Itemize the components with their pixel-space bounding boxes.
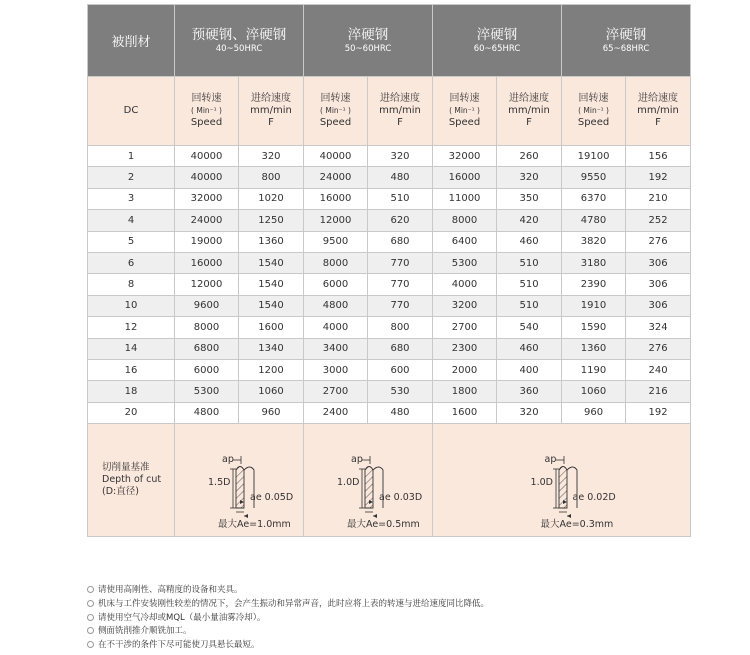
speed-value: 4800: [175, 402, 239, 423]
speed-header: [304, 77, 368, 146]
group-name: 预硬钢、淬硬钢: [191, 26, 287, 43]
ap-label: ap: [544, 454, 557, 466]
depth-label-cn: 切削量基准: [102, 462, 150, 474]
feed-unit: mm/min: [508, 105, 550, 116]
bullet-icon: [87, 627, 94, 634]
speed-value: 2700: [304, 381, 368, 402]
feed-value: 192: [626, 402, 691, 423]
feed-value: 306: [626, 274, 691, 295]
max-ae-value: 最大Ae=0.3mm: [540, 519, 614, 531]
speed-value: 4800: [304, 295, 368, 316]
speed-value: 9600: [175, 295, 239, 316]
header-row: [88, 5, 691, 77]
speed-value: 8000: [175, 317, 239, 338]
group-name: 淬硬钢: [476, 26, 518, 43]
feed-value: 1200: [239, 359, 304, 380]
feed-header: [626, 77, 691, 146]
speed-en: Speed: [319, 117, 352, 128]
note-item: [87, 639, 707, 652]
feed-en: F: [655, 117, 661, 128]
note-text: 请使用高刚性、高精度的设备和夹具。: [98, 585, 243, 595]
dc-value: 12: [88, 317, 175, 338]
speed-title: 回转速: [578, 93, 609, 104]
group-hrc: 65~68HRC: [602, 43, 650, 54]
speed-value: 3820: [562, 231, 626, 252]
note-text: 侧面铣削推介顺铣加工。: [98, 626, 192, 637]
speed-value: 1910: [562, 295, 626, 316]
material-group-3: [433, 5, 562, 77]
speed-unit: ( Min⁻¹ ): [578, 106, 609, 115]
dc-label: DC: [88, 77, 175, 146]
speed-value: 5300: [175, 381, 239, 402]
dc-value: 2: [88, 167, 175, 188]
feed-value: 1600: [239, 317, 304, 338]
feed-value: 360: [497, 381, 562, 402]
feed-value: 680: [368, 231, 433, 252]
speed-value: 3400: [304, 338, 368, 359]
group-hrc: 50~60HRC: [344, 43, 392, 54]
ae-value: ae 0.02D: [572, 492, 616, 504]
dc-value: 14: [88, 338, 175, 359]
feed-unit: mm/min: [250, 105, 292, 116]
speed-en: Speed: [448, 117, 481, 128]
depth-diagram-cell-3: [433, 424, 691, 537]
feed-title: 进给速度: [251, 93, 291, 104]
dc-value: 18: [88, 381, 175, 402]
note-text: 在不干涉的条件下尽可能使刀具悬长最短。: [98, 640, 260, 651]
material-group-1: [175, 5, 304, 77]
feed-value: 800: [368, 317, 433, 338]
ap-label: ap: [222, 454, 234, 466]
bullet-icon: [87, 641, 94, 648]
feed-value: 320: [368, 146, 433, 167]
feed-value: 306: [626, 295, 691, 316]
dc-value: 1: [88, 146, 175, 167]
speed-header: [433, 77, 497, 146]
speed-value: 12000: [175, 274, 239, 295]
speed-value: 40000: [175, 146, 239, 167]
depth-diagram-cell-1: [175, 424, 304, 537]
speed-value: 1360: [562, 338, 626, 359]
feed-value: 510: [497, 252, 562, 273]
feed-value: 460: [497, 338, 562, 359]
speed-value: 2400: [304, 402, 368, 423]
table-row: [88, 402, 691, 423]
speed-value: 16000: [304, 188, 368, 209]
feed-value: 770: [368, 252, 433, 273]
table-row: [88, 210, 691, 231]
depth-of-cut-label: [88, 424, 175, 537]
table-row: [88, 252, 691, 273]
speed-value: 3000: [304, 359, 368, 380]
speed-value: 6370: [562, 188, 626, 209]
feed-value: 400: [497, 359, 562, 380]
end-mill-icon: [313, 430, 423, 530]
note-text: 请使用空气冷却或MQL（最小量油雾冷却）。: [98, 612, 266, 623]
feed-en: F: [526, 117, 532, 128]
speed-value: 8000: [433, 210, 497, 231]
speed-title: 回转速: [320, 93, 351, 104]
group-hrc: 40~50HRC: [215, 43, 263, 54]
speed-en: Speed: [577, 117, 610, 128]
ae-value: ae 0.03D: [379, 492, 423, 504]
feed-value: 530: [368, 381, 433, 402]
speed-value: 5300: [433, 252, 497, 273]
speed-value: 32000: [433, 146, 497, 167]
speed-value: 4780: [562, 210, 626, 231]
table-row: [88, 146, 691, 167]
feed-value: 770: [368, 295, 433, 316]
feed-value: 240: [626, 359, 691, 380]
speed-value: 6000: [304, 274, 368, 295]
speed-value: 9550: [562, 167, 626, 188]
table-row: [88, 167, 691, 188]
table-row: [88, 338, 691, 359]
note-item: [87, 612, 707, 625]
feed-value: 540: [497, 317, 562, 338]
feed-value: 276: [626, 338, 691, 359]
feed-value: 1250: [239, 210, 304, 231]
dc-value: 16: [88, 359, 175, 380]
end-mill-icon: [507, 430, 617, 530]
table-row: [88, 295, 691, 316]
feed-en: F: [397, 117, 403, 128]
feed-title: 进给速度: [380, 93, 420, 104]
depth-diagram-cell-2: [304, 424, 433, 537]
speed-value: 6400: [433, 231, 497, 252]
depth-label-en: Depth of cut: [102, 474, 162, 486]
speed-unit: ( Min⁻¹ ): [191, 106, 222, 115]
speed-value: 2700: [433, 317, 497, 338]
feed-value: 460: [497, 231, 562, 252]
data-rows: [88, 146, 691, 424]
feed-value: 1540: [239, 295, 304, 316]
table-row: [88, 231, 691, 252]
note-text: 机床与工件安装刚性较差的情况下，会产生振动和异常声音，此时应将上表的转速与进给速度同比降低。: [98, 598, 490, 609]
note-item: [87, 584, 707, 597]
dc-value: 4: [88, 210, 175, 231]
feed-header: [497, 77, 562, 146]
speed-value: 19100: [562, 146, 626, 167]
speed-value: 40000: [304, 146, 368, 167]
speed-header: [562, 77, 626, 146]
bullet-icon: [87, 614, 94, 621]
note-item: [87, 598, 707, 611]
feed-value: 324: [626, 317, 691, 338]
feed-value: 306: [626, 252, 691, 273]
feed-value: 600: [368, 359, 433, 380]
speed-value: 960: [562, 402, 626, 423]
feed-value: 510: [497, 295, 562, 316]
speed-value: 40000: [175, 167, 239, 188]
material-group-4: [562, 5, 691, 77]
table-row: [88, 274, 691, 295]
speed-value: 4000: [433, 274, 497, 295]
feed-value: 480: [368, 167, 433, 188]
feed-value: 192: [626, 167, 691, 188]
dc-value: 8: [88, 274, 175, 295]
speed-value: 1060: [562, 381, 626, 402]
dc-value: 10: [88, 295, 175, 316]
feed-unit: mm/min: [379, 105, 421, 116]
note-item: [87, 625, 707, 638]
feed-title: 进给速度: [638, 93, 679, 104]
speed-value: 12000: [304, 210, 368, 231]
table-row: [88, 188, 691, 209]
cutting-conditions-table: [87, 4, 691, 537]
speed-unit: ( Min⁻¹ ): [320, 106, 351, 115]
speed-value: 9500: [304, 231, 368, 252]
speed-value: 2390: [562, 274, 626, 295]
speed-title: 回转速: [449, 93, 480, 104]
material-group-2: [304, 5, 433, 77]
max-ae-value: 最大Ae=1.0mm: [218, 519, 291, 531]
feed-value: 252: [626, 210, 691, 231]
feed-value: 420: [497, 210, 562, 231]
feed-value: 216: [626, 381, 691, 402]
feed-value: 1540: [239, 252, 304, 273]
speed-value: 2000: [433, 359, 497, 380]
max-ae-value: 最大Ae=0.5mm: [347, 519, 420, 531]
feed-value: 1360: [239, 231, 304, 252]
dc-value: 3: [88, 188, 175, 209]
feed-value: 480: [368, 402, 433, 423]
end-mill-icon: [184, 430, 294, 530]
speed-value: 4000: [304, 317, 368, 338]
usage-notes: [87, 584, 707, 653]
group-hrc: 60~65HRC: [473, 43, 521, 54]
feed-value: 276: [626, 231, 691, 252]
ap-value: 1.0D: [337, 477, 360, 489]
speed-value: 2300: [433, 338, 497, 359]
feed-value: 350: [497, 188, 562, 209]
ap-value: 1.0D: [530, 477, 553, 489]
feed-value: 800: [239, 167, 304, 188]
feed-value: 1020: [239, 188, 304, 209]
bullet-icon: [87, 600, 94, 607]
feed-value: 510: [368, 188, 433, 209]
feed-value: 510: [497, 274, 562, 295]
group-name: 淬硬钢: [347, 26, 389, 43]
speed-value: 3200: [433, 295, 497, 316]
feed-header: [239, 77, 304, 146]
feed-value: 680: [368, 338, 433, 359]
feed-value: 210: [626, 188, 691, 209]
ap-value: 1.5D: [208, 477, 231, 489]
feed-value: 960: [239, 402, 304, 423]
bullet-icon: [87, 586, 94, 593]
dc-value: 6: [88, 252, 175, 273]
end-mill-diagram: [507, 430, 617, 530]
feed-value: 620: [368, 210, 433, 231]
feed-value: 320: [497, 402, 562, 423]
table-row: [88, 359, 691, 380]
speed-value: 32000: [175, 188, 239, 209]
feed-value: 320: [497, 167, 562, 188]
ae-value: ae 0.05D: [250, 492, 294, 504]
table-row: [88, 317, 691, 338]
feed-value: 1340: [239, 338, 304, 359]
feed-value: 1540: [239, 274, 304, 295]
feed-header: [368, 77, 433, 146]
speed-unit: ( Min⁻¹ ): [449, 106, 480, 115]
speed-value: 6000: [175, 359, 239, 380]
speed-value: 1600: [433, 402, 497, 423]
feed-unit: mm/min: [637, 105, 679, 116]
ap-label: ap: [351, 454, 363, 466]
speed-value: 24000: [175, 210, 239, 231]
dc-value: 20: [88, 402, 175, 423]
subheader-row: [88, 77, 691, 146]
feed-value: 1060: [239, 381, 304, 402]
end-mill-diagram: [313, 430, 423, 530]
speed-value: 8000: [304, 252, 368, 273]
feed-value: 770: [368, 274, 433, 295]
speed-value: 16000: [175, 252, 239, 273]
speed-value: 1190: [562, 359, 626, 380]
speed-value: 3180: [562, 252, 626, 273]
group-name: 淬硬钢: [605, 26, 647, 43]
depth-label-note: (D:直径): [102, 486, 139, 498]
speed-value: 1800: [433, 381, 497, 402]
speed-value: 1590: [562, 317, 626, 338]
speed-title: 回转速: [191, 93, 222, 104]
depth-of-cut-row: [88, 424, 691, 537]
speed-value: 6800: [175, 338, 239, 359]
speed-value: 19000: [175, 231, 239, 252]
speed-value: 11000: [433, 188, 497, 209]
feed-value: 156: [626, 146, 691, 167]
speed-header: [175, 77, 239, 146]
feed-value: 320: [239, 146, 304, 167]
dc-value: 5: [88, 231, 175, 252]
material-label: 被削材: [88, 5, 175, 77]
feed-en: F: [268, 117, 274, 128]
speed-value: 24000: [304, 167, 368, 188]
feed-value: 260: [497, 146, 562, 167]
table-row: [88, 381, 691, 402]
speed-en: Speed: [190, 117, 223, 128]
end-mill-diagram: [184, 430, 294, 530]
speed-value: 16000: [433, 167, 497, 188]
feed-title: 进给速度: [509, 93, 550, 104]
